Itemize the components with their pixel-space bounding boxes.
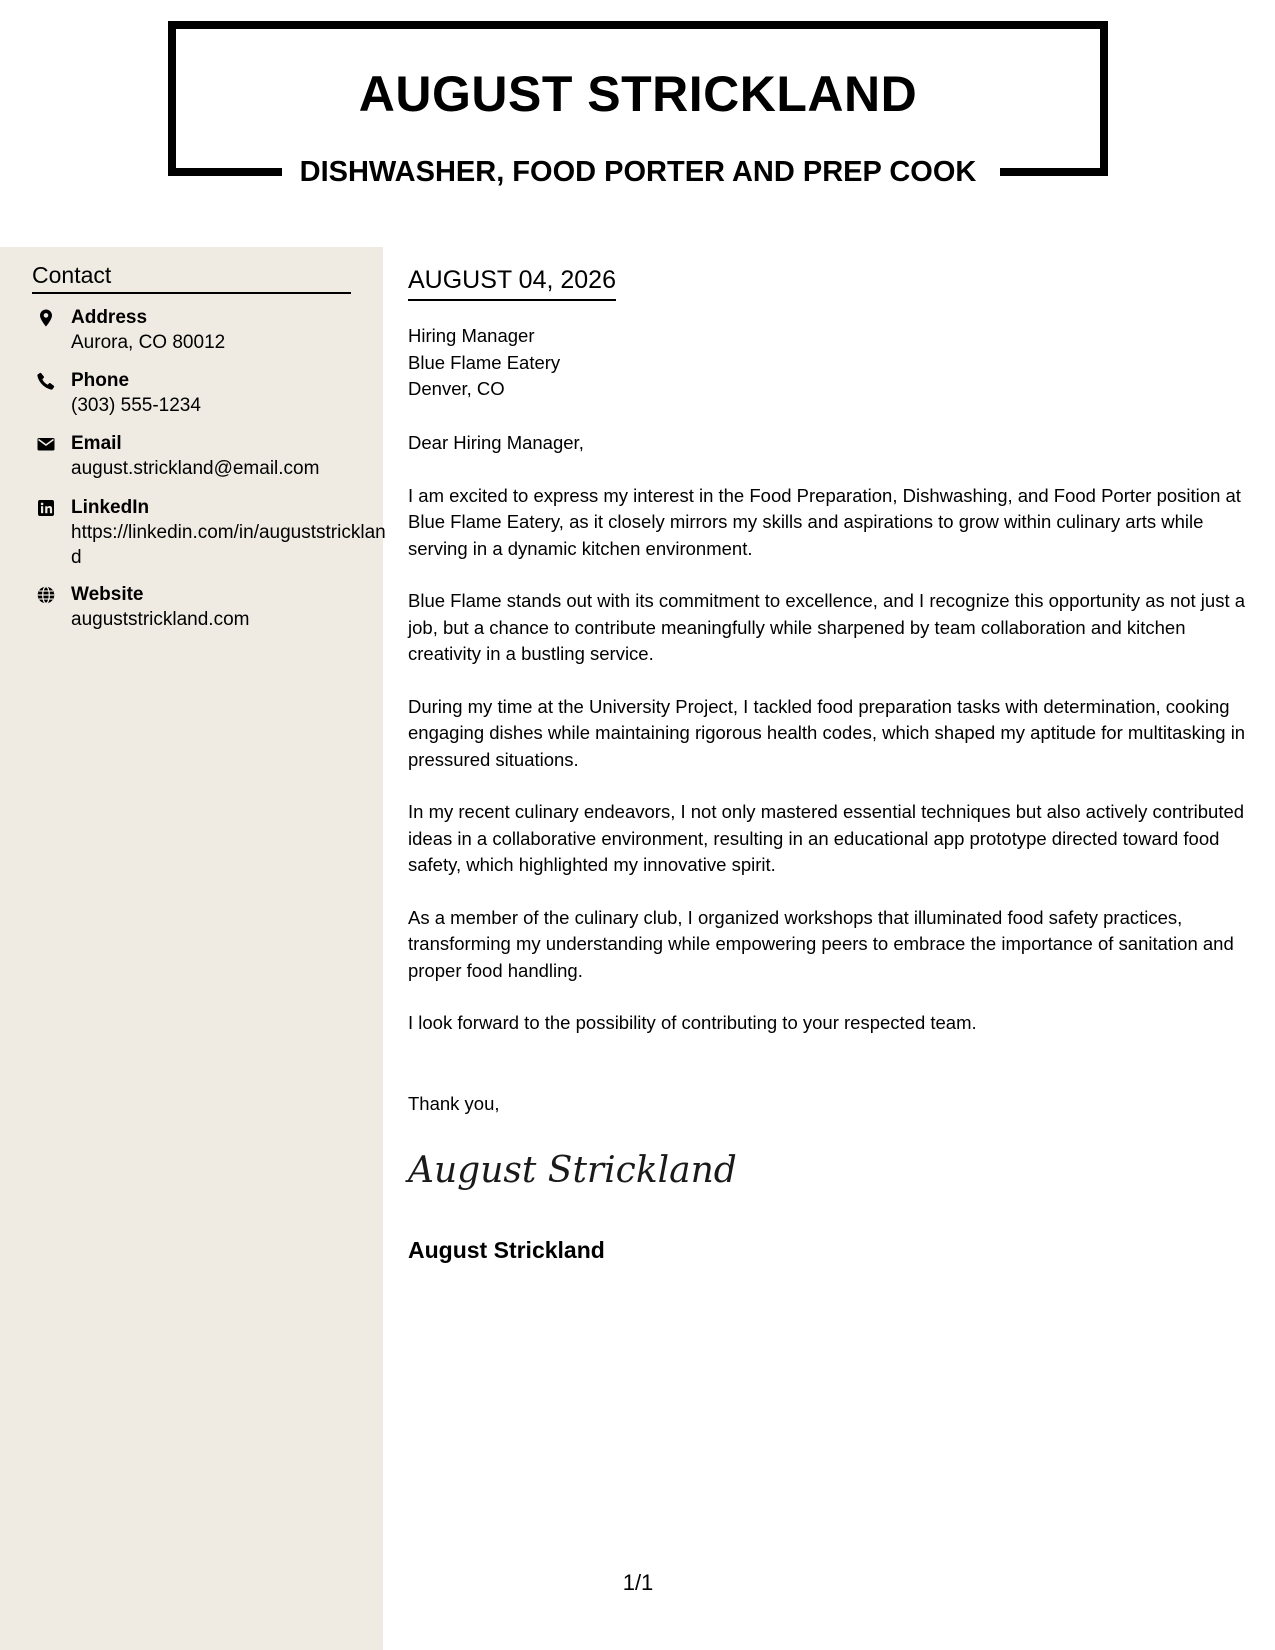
salutation: Dear Hiring Manager, (408, 432, 584, 453)
header-frame-right-foot (1000, 168, 1100, 176)
contact-linkedin-label: LinkedIn (71, 497, 150, 518)
contact-heading: Contact (32, 260, 351, 294)
contact-email-label: Email (71, 433, 122, 454)
applicant-name: AUGUST STRICKLAND (358, 66, 918, 122)
job-title: DISHWASHER, FOOD PORTER AND PREP COOK (299, 156, 977, 188)
header-frame-left-foot (176, 168, 282, 176)
phone-icon (36, 371, 56, 391)
letter-body (408, 430, 1254, 1063)
recipient-line: Hiring Manager (408, 325, 535, 346)
recipient-line: Blue Flame Eatery (408, 351, 561, 373)
globe-icon (36, 585, 56, 605)
contact-address-value: Aurora, CO 80012 (71, 332, 226, 353)
closing: Thank you, (408, 1093, 500, 1114)
letter-paragraph: I look forward to the possibility of contributing to your respected team. (408, 1012, 977, 1033)
envelope-icon (36, 434, 56, 454)
letter-paragraph: Blue Flame stands out with its commitment to excellence, and I recognize this opportunity as not just a job, but a chance to contribute meaningfully while sharpened by team collaboration and kitchen creativity in a bustling service. (408, 590, 1246, 664)
letter-paragraph: In my recent culinary endeavors, I not only mastered essential techniques but also actively contributed ideas in a collaborative environment, resulting in an educational app prototype directed toward food safety, which highlighted my innovative spirit. (408, 801, 1245, 875)
signature-text: August Strickland (408, 1150, 737, 1191)
contact-phone-label: Phone (71, 370, 130, 391)
letter-paragraph: As a member of the culinary club, I organized workshops that illuminated food safety practices, transforming my understanding while empowering peers to embrace the importance of sanitation and proper food handling. (408, 906, 1234, 981)
letter-date: AUGUST 04, 2026 (408, 264, 616, 301)
signer-name: August Strickland (408, 1237, 605, 1263)
recipient-line: Denver, CO (408, 378, 505, 399)
contact-phone-value: (303) 555-1234 (71, 395, 201, 416)
contact-website-label: Website (71, 584, 144, 605)
recipient-block (408, 323, 560, 403)
handwritten-signature (406, 1146, 737, 1194)
letter-paragraph: During my time at the University Project, I tackled food preparation tasks with determination, cooking engaging dishes while maintaining rigorous health codes, which shaped my aptitude for multitasking in pressured situations. (408, 695, 1246, 770)
contact-address-label: Address (71, 307, 148, 328)
contact-email-value: august.strickland@email.com (71, 458, 320, 479)
contact-linkedin-value[interactable]: https://linkedin.com/in/auguststrickland (71, 522, 386, 568)
letter-paragraph: I am excited to express my interest in the Food Preparation, Dishwashing, and Food Porter position at Blue Flame Eatery, as it closely mirrors my skills and aspirations to grow within culinary arts while serving in a dynamic kitchen environment. (408, 484, 1241, 559)
page-number: 1/1 (622, 1570, 654, 1595)
contact-website-value[interactable]: auguststrickland.com (71, 609, 250, 630)
linkedin-icon (36, 498, 56, 518)
location-pin-icon (36, 308, 56, 328)
